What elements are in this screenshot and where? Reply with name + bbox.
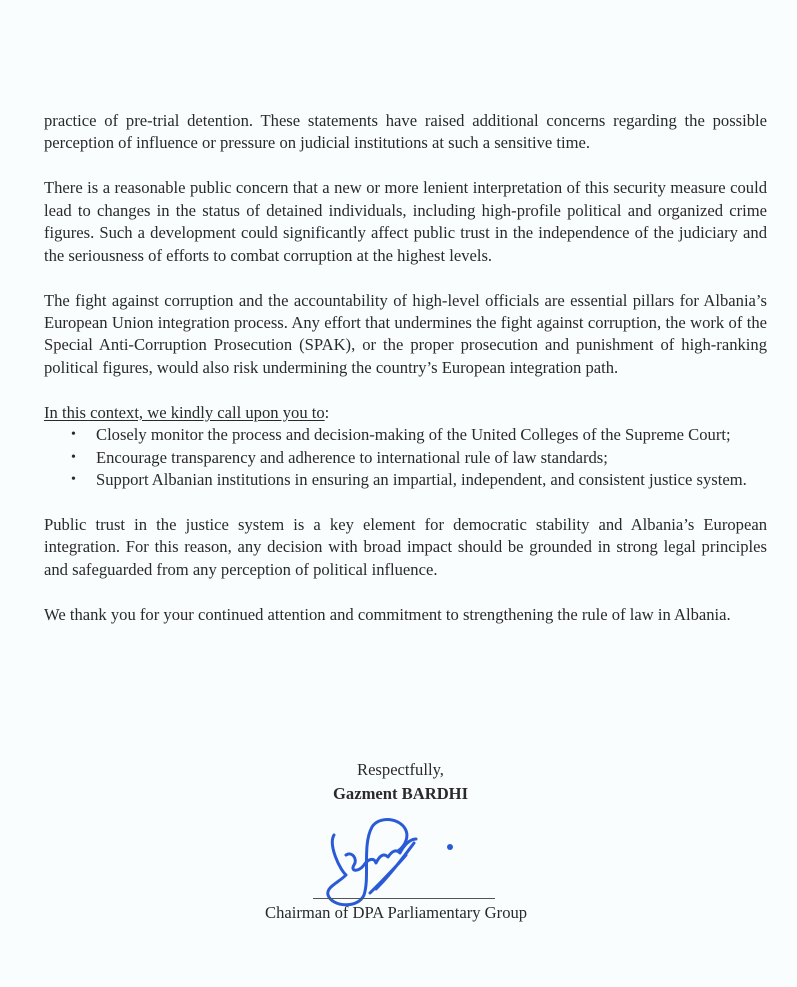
paragraph-public-concern: There is a reasonable public concern that a new or more lenient interpretation of this security measure could lead to changes in the status of detained individuals, including high-profile political and organized crime figures. Such a development could significantly affect public trust in the independence of the judiciary and the seriousness of efforts to combat corruption at the highest levels. xyxy=(44,178,767,265)
requests-list xyxy=(44,424,767,491)
request-text: Closely monitor the process and decision-making of the United Colleges of the Supreme Court; xyxy=(96,425,731,445)
signature-stroke-flourish xyxy=(370,843,414,893)
list-item xyxy=(44,447,767,469)
signature-line xyxy=(313,898,495,899)
bullet-icon: • xyxy=(71,472,76,488)
bullet-icon: • xyxy=(71,449,76,465)
requests-intro xyxy=(44,402,767,424)
paragraph-fight-corruption: The fight against corruption and the accountability of high-level officials are essential pillars for Albania’s European Union integration process. Any effort that undermines the fight against corruption, the work of the Special Anti-Corruption Prosecution (SPAK), or the proper prosecution and punishment of high-ranking political figures, would also risk undermining the country’s European integration path. xyxy=(44,290,767,377)
requests-intro-underlined: In this context, we kindly call upon you to xyxy=(44,402,325,422)
request-text: Support Albanian institutions in ensuring an impartial, independent, and consistent justice system. xyxy=(96,470,747,490)
paragraph-thanks: We thank you for your continued attention and commitment to strengthening the rule of law in Albania. xyxy=(44,604,731,624)
signatory-name: Gazment BARDHI xyxy=(333,784,469,803)
list-item xyxy=(44,424,767,446)
signature-dot xyxy=(447,844,453,850)
handwritten-signature xyxy=(318,815,478,915)
request-text: Encourage transparency and adherence to international rule of law standards; xyxy=(96,447,608,467)
signatory-title: Chairman of DPA Parliamentary Group xyxy=(265,903,528,922)
letter-body xyxy=(44,110,767,626)
paragraph-pretrial-detention: practice of pre-trial detention. These statements have raised additional concerns regarding the possible perception of influence or pressure on judicial institutions at such a sensitive time. xyxy=(44,111,767,153)
bullet-icon: • xyxy=(71,427,76,443)
list-item xyxy=(44,469,767,491)
requests-intro-colon: : xyxy=(324,402,330,422)
salutation: Respectfully, xyxy=(357,760,444,779)
paragraph-public-trust: Public trust in the justice system is a key element for democratic stability and Albania’s European integration. For this reason, any decision with broad impact should be grounded in strong legal principles and safeguarded from any perception of political influence. xyxy=(44,515,767,579)
